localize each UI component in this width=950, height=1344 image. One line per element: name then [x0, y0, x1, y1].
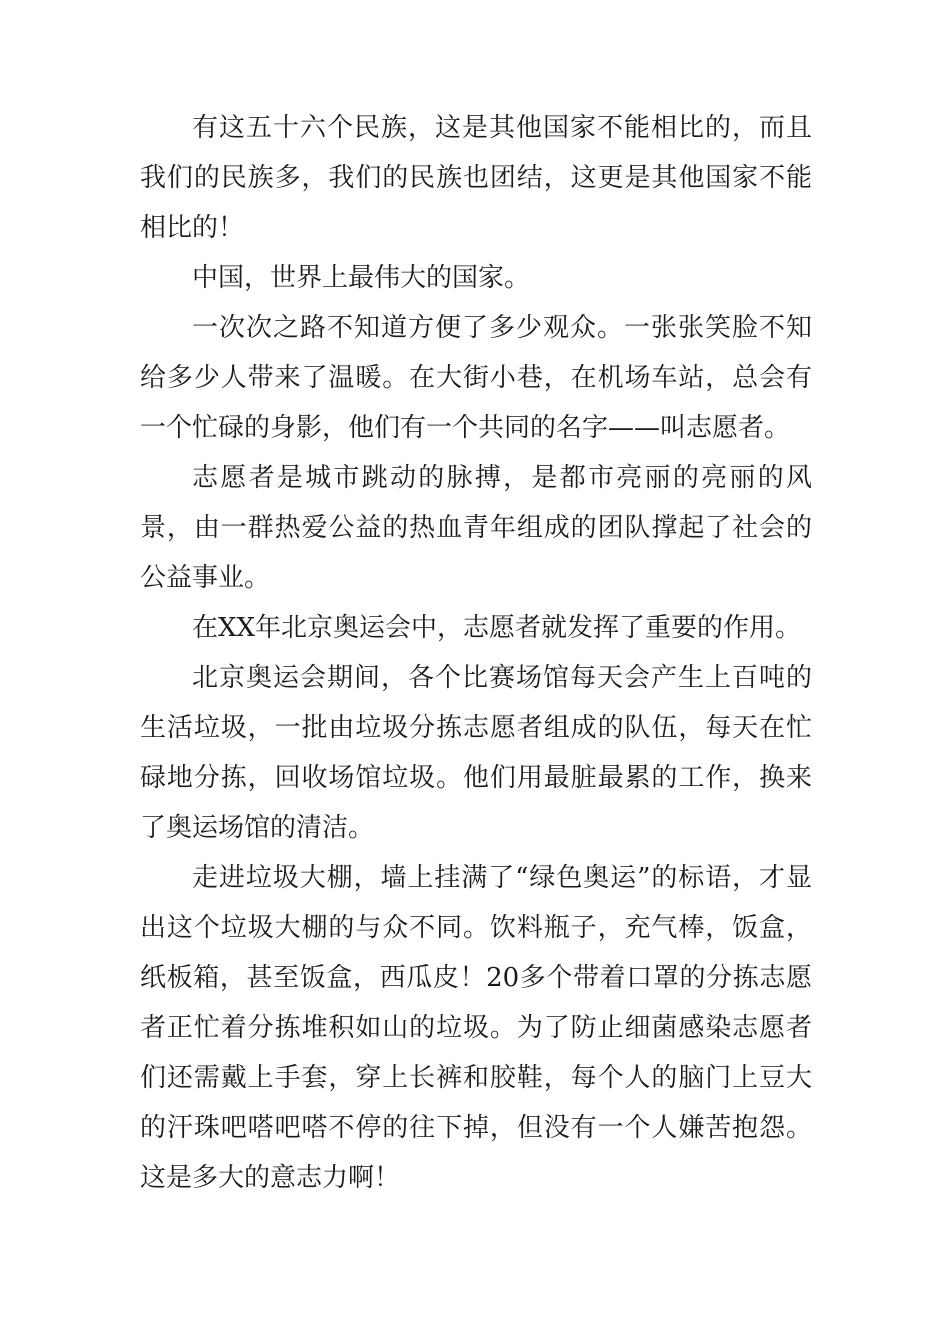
paragraph: 北京奥运会期间，各个比赛场馆每天会产生上百吨的生活垃圾，一批由垃圾分拣志愿者组成的队伍，每天在忙碌地分拣，回收场馆垃圾。他们用最脏最累的工作，换来了奥运场馆的清洁。: [140, 663, 812, 843]
paragraph: 中国，世界上最伟大的国家。: [192, 263, 531, 293]
paragraph: 在XX年北京奥运会中，志愿者就发挥了重要的作用。: [192, 613, 802, 643]
paragraph: 一次次之路不知道方便了多少观众。一张张笑脸不知给多少人带来了温暖。在大街小巷，在机场车站，总会有一个忙碌的身影，他们有一个共同的名字——叫志愿者。: [140, 313, 812, 443]
document-body: [140, 103, 812, 1203]
paragraph: 走进垃圾大棚，墙上挂满了“绿色奥运”的标语，才显出这个垃圾大棚的与众不同。饮料瓶子，充气棒，饭盒，纸板箱，甚至饭盒，西瓜皮！20多个带着口罩的分拣志愿者正忙着分拣堆积如山的垃圾。为了防止细菌感染志愿者们还需戴上手套，穿上长裤和胶鞋，每个人的脑门上豆大的汗珠吧嗒吧嗒不停的往下掉，但没有一个人嫌苦抱怨。这是多大的意志力啊！: [140, 863, 812, 1193]
paragraph: 有这五十六个民族，这是其他国家不能相比的，而且我们的民族多，我们的民族也团结，这更是其他国家不能相比的！: [140, 113, 812, 243]
paragraph: 志愿者是城市跳动的脉搏，是都市亮丽的亮丽的风景，由一群热爱公益的热血青年组成的团队撑起了社会的公益事业。: [140, 463, 812, 593]
